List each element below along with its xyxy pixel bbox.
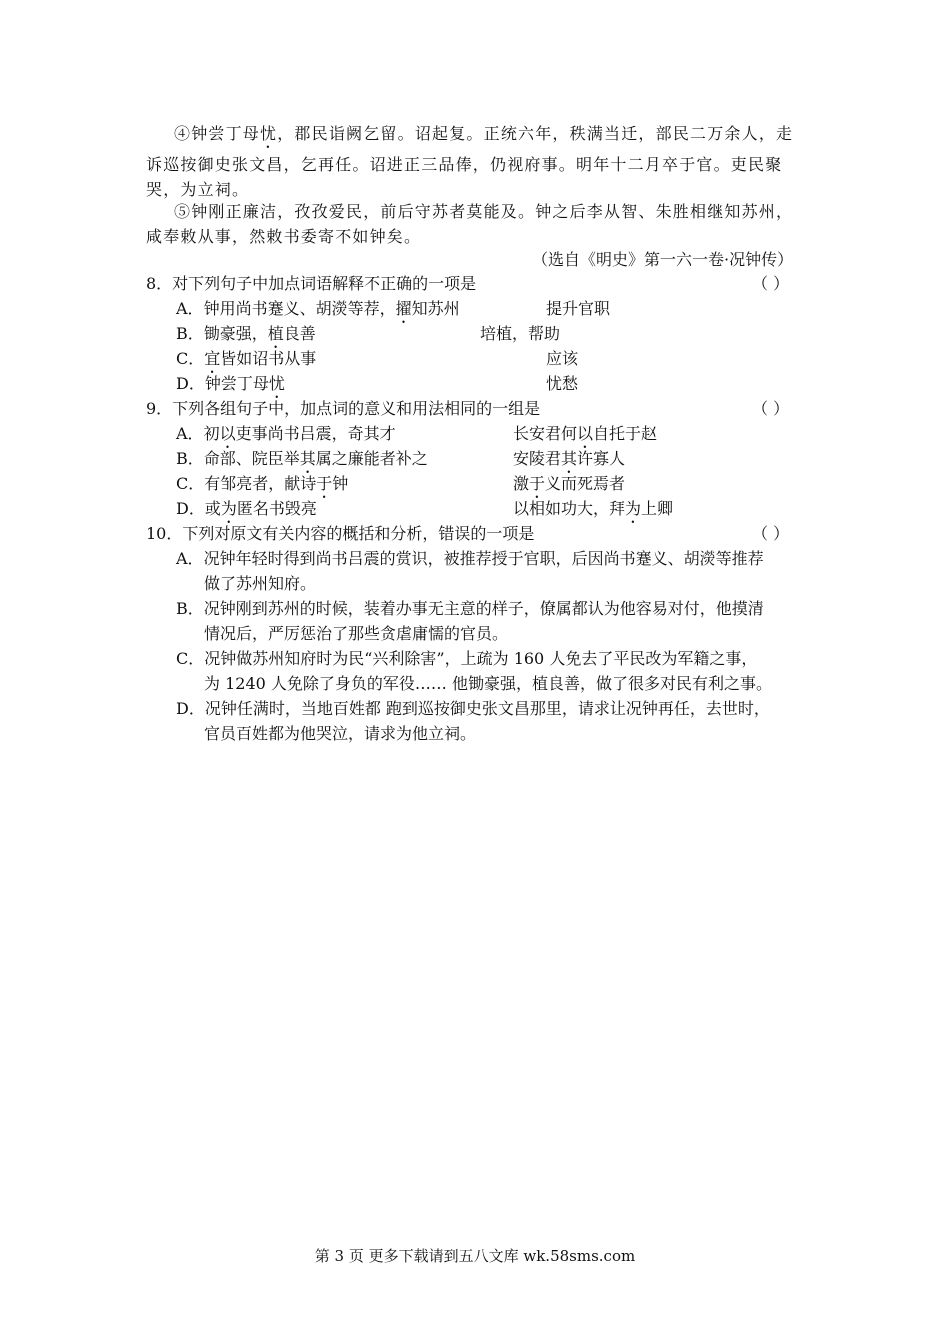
q9-option-b-left: B．命部、院臣举其属之廉能者补之 xyxy=(176,449,428,468)
q9-option-b-right: 安陵君其许寡人 xyxy=(513,449,626,468)
question-9-answer-bracket: （ ） xyxy=(752,399,790,418)
question-10-answer-bracket: （ ） xyxy=(752,524,790,543)
question-10-stem: 10．下列对原文有关内容的概括和分析，错误的一项是 xyxy=(146,524,535,543)
q9-option-d-left: D．或为匿名书毁亮 xyxy=(176,499,317,518)
q9-option-a-right: 长安君何以自托于赵 xyxy=(513,424,658,443)
q8-option-d-explanation: 忧愁 xyxy=(546,374,579,393)
q8-option-b: B．锄豪强，植良善 xyxy=(176,324,316,343)
q10-option-a-continued: 做了苏州知府。 xyxy=(204,574,317,593)
question-9-stem: 9．下列各组句子中，加点词的意义和用法相同的一组是 xyxy=(146,399,541,418)
passage-paragraph-5: ⑤钟刚正廉洁，孜孜爱民，前后守苏者莫能及。钟之后李从智、朱胜相继知苏州，咸奉敕从事，然敕书委寄不如钟矣。 xyxy=(146,202,794,246)
q10-option-c: C．况钟做苏州知府时为民“兴利除害”，上疏为 160 人免去了平民改为军籍之事， xyxy=(176,649,758,668)
q8-option-b-explanation: 培植，帮助 xyxy=(480,324,561,343)
q9-option-d-right: 以相如功大，拜为上卿 xyxy=(513,499,674,518)
q9-option-c-left: C．有邹亮者，献诗于钟 xyxy=(176,474,349,493)
q10-option-b: B．况钟刚到苏州的时候，装着办事无主意的样子，僚属都认为他容易对付，他摸清 xyxy=(176,599,764,618)
emphasized-word: 以 xyxy=(219,424,236,443)
q8-option-c-explanation: 应该 xyxy=(546,349,579,368)
emphasized-word: 为 xyxy=(220,499,237,518)
q8-option-d: D．钟尝丁母忧 xyxy=(176,374,285,393)
emphasized-word: 为 xyxy=(625,499,642,518)
emphasized-word: 植 xyxy=(267,324,284,343)
q9-option-c-right: 激于义而死焉者 xyxy=(513,474,626,493)
emphasized-word: 其 xyxy=(561,449,578,468)
emphasized-word: 擢 xyxy=(395,299,412,318)
question-8-stem: 8．对下列句子中加点词语解释不正确的一项是 xyxy=(146,274,477,293)
emphasized-word: 于 xyxy=(316,474,333,493)
emphasized-word: 以 xyxy=(577,424,594,443)
emphasized-word: 其 xyxy=(299,449,316,468)
q8-option-a-explanation: 提升官职 xyxy=(546,299,611,318)
q10-option-c-continued: 为 1240 人免除了身负的军役…… 他锄豪强，植良善，做了很多对民有利之事。 xyxy=(204,674,772,693)
q10-option-d: D．况钟任满时，当地百姓都 跑到巡按御史张文昌那里，请求让况钟再任，去世时， xyxy=(176,699,770,718)
q10-option-a: A．况钟年轻时得到尚书吕震的赏识，被推荐授于官职，后因尚书蹇义、胡濙等推荐 xyxy=(176,549,764,568)
passage-paragraph-4: ④钟尝丁母忧，郡民诣阙乞留。诏起复。正统六年，秩满当迁，部民二万余人，走诉巡按御史张文昌，乞再任。诏进正三品俸，仍视府事。明年十二月卒于官。吏民聚哭，为立祠。 xyxy=(146,124,794,199)
page-footer: 第 3 页 更多下载请到五八文库 wk.58sms.com xyxy=(314,1247,636,1265)
q8-option-a: A．钟用尚书蹇义、胡濙等荐，擢知苏州 xyxy=(176,299,460,318)
emphasized-word: 宜 xyxy=(204,349,221,368)
q8-option-c: C．宜皆如诏书从事 xyxy=(176,349,317,368)
emphasized-word: 于 xyxy=(529,474,546,493)
q10-option-b-continued: 情况后，严厉惩治了那些贪虐庸懦的官员。 xyxy=(204,624,509,643)
q10-option-d-continued: 官员百姓都为他哭泣，请求为他立祠。 xyxy=(204,724,477,743)
emphasized-word: 忧 xyxy=(260,124,278,143)
passage-source: （选自《明史》第一六一卷·况钟传） xyxy=(532,250,794,269)
emphasized-word: 忧 xyxy=(268,374,285,393)
q9-option-a-left: A．初以吏事尚书吕震，奇其才 xyxy=(176,424,396,443)
question-8-answer-bracket: （ ） xyxy=(752,274,790,293)
